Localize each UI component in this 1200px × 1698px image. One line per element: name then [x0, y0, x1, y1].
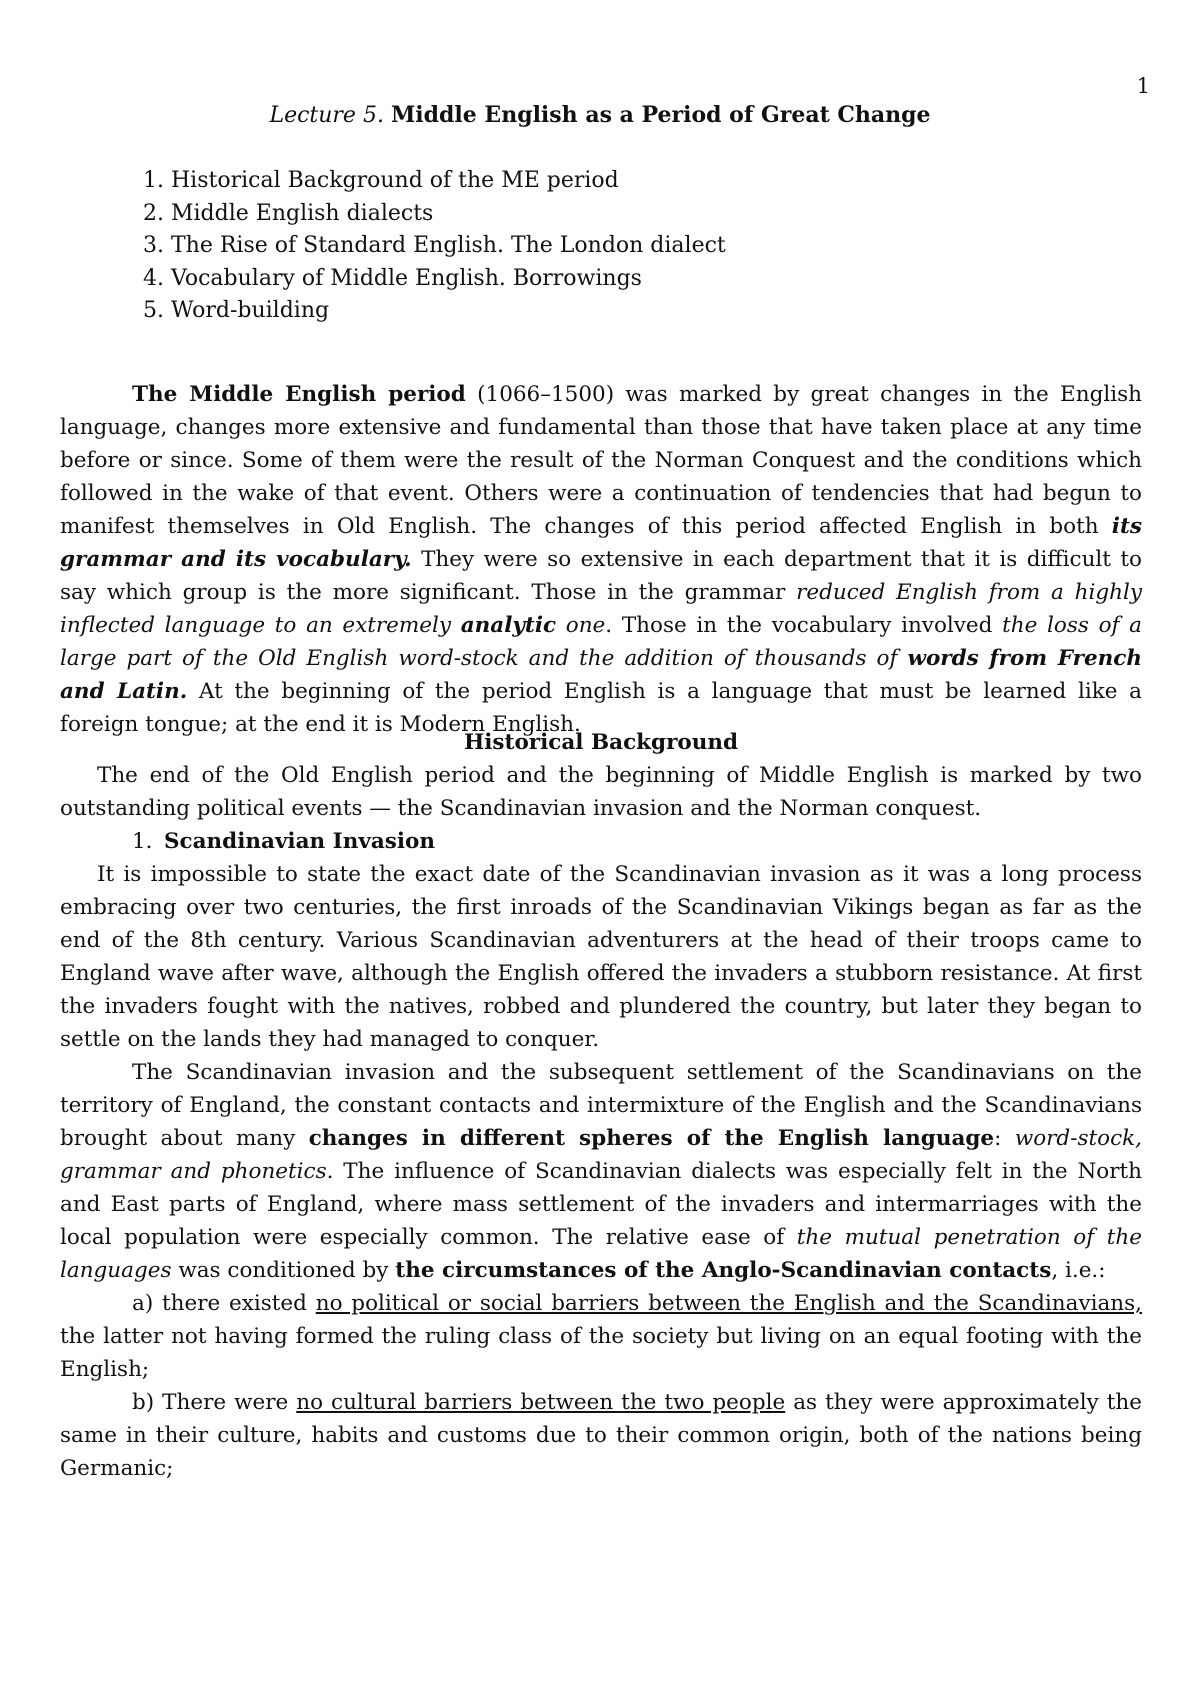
toc-item: 1. Historical Background of the ME period [143, 168, 619, 193]
lecture-main-title: Middle English as a Period of Great Change [390, 102, 931, 128]
paragraph-text: the latter not having formed the ruling class of the society but living on an equal footing with the English; [60, 1324, 1142, 1382]
historical-paragraph: It is impossible to state the exact date of the Scandinavian invasion as it was a long process embracing over two centuries, the first inroads of the Scandinavian Vikings began as far as the end of the 8th century. Various Scandinavian adventurers at the head of their troops came to England wave after wave, although the English offered the invaders a stubborn resistance. At first the invaders fought with the natives, robbed and plundered the country, but later they began to settle on the lands they had managed to conquer. [60, 862, 1142, 1052]
paragraph-text: The Scandinavian invasion and the subsequent settlement of the Scandinavians on the territory of England, the constant contacts and intermixture of the English and the Scandinavians brought about many [60, 1060, 1142, 1151]
underline-no-barriers: no political or social barriers between the English and the Scandinavians, [315, 1291, 1143, 1316]
toc-item: 2. Middle English dialects [143, 200, 434, 226]
emphasis-loss: the loss of a large part of the Old English word-stock and the addition of thousands of [60, 613, 1142, 671]
paragraph-text: was conditioned by [171, 1258, 396, 1283]
emphasis-wordstock: word-stock, grammar and phonetics [60, 1126, 1142, 1184]
historical-paragraph [60, 1056, 1142, 1287]
emphasis-french-latin: words from French and Latin. [60, 646, 1142, 704]
intro-paragraph [60, 378, 1142, 741]
toc-item: 5. Word-building [143, 298, 330, 324]
table-of-contents [143, 165, 726, 328]
emphasis-analytic: analytic [460, 613, 557, 638]
emphasis-circumstances: the circumstances of the Anglo-Scandinavian contacts [395, 1258, 1052, 1283]
paragraph-text: : [994, 1126, 1015, 1151]
lecture-label: Lecture 5. [269, 103, 384, 128]
paragraph-text: b) There were [132, 1390, 297, 1415]
intro-text: At the beginning of the period English is a language that must be learned like a foreign tongue; at the end it is Modern English. [60, 679, 1142, 737]
emphasis-mutual: the mutual penetration of the languages [60, 1225, 1142, 1283]
paragraph-text: a) there existed [132, 1291, 316, 1316]
lecture-title [60, 98, 1140, 133]
historical-paragraph: The end of the Old English period and the beginning of Middle English is marked by two outstanding political events — the Scandinavian invasion and the Norman conquest. [60, 763, 1142, 821]
intro-text: (1066–1500) was marked by great changes in the English language, changes more extensive and fundamental than those that have taken place at any time before or since. Some of them were the result of the Norman Conquest and the conditions which followed in the wake of that event. Others were a continuation of tendencies that had begun to manifest themselves in Old English. The changes of this period affected English in both [60, 382, 1142, 539]
list-item-b [60, 1386, 1142, 1485]
intro-text: . Those in the vocabulary involved [605, 613, 1003, 638]
emphasis-one: one [556, 613, 606, 638]
paragraph-text: , i.e.: [1051, 1258, 1106, 1283]
intro-section [60, 378, 1142, 741]
page-number: 1 [1136, 74, 1150, 98]
section-heading: Historical Background [463, 730, 739, 755]
underline-no-cultural-barriers: no cultural barriers between the two people [296, 1390, 786, 1415]
emphasis-changes: changes in different spheres of the English language [308, 1126, 995, 1151]
subsection-heading [60, 825, 1142, 858]
intro-text: They were so extensive in each department that it is difficult to say which group is the more significant. Those in the grammar [60, 547, 1142, 605]
subsection-number: 1. [132, 829, 153, 854]
toc-item: 3. The Rise of Standard English. The London dialect [143, 233, 726, 259]
toc-item: 4. Vocabulary of Middle English. Borrowings [143, 265, 642, 291]
list-item-a [60, 1287, 1142, 1386]
emphasis-reduced: reduced English from a highly inflected language to an extremely [60, 580, 1143, 638]
paragraph-text: . The influence of Scandinavian dialects was especially felt in the North and East parts of England, where mass settlement of the invaders and intermarriages with the local population were especially common. The relative ease of [60, 1159, 1142, 1250]
intro-lead: The Middle English period [132, 382, 466, 407]
subsection-title: Scandinavian Invasion [164, 829, 436, 854]
paragraph-text: as they were approximately the same in their culture, habits and customs due to their common origin, both of the nations being Germanic; [60, 1390, 1142, 1481]
historical-section [60, 726, 1142, 1485]
emphasis-grammar-vocab: its grammar and its vocabulary. [60, 514, 1142, 572]
